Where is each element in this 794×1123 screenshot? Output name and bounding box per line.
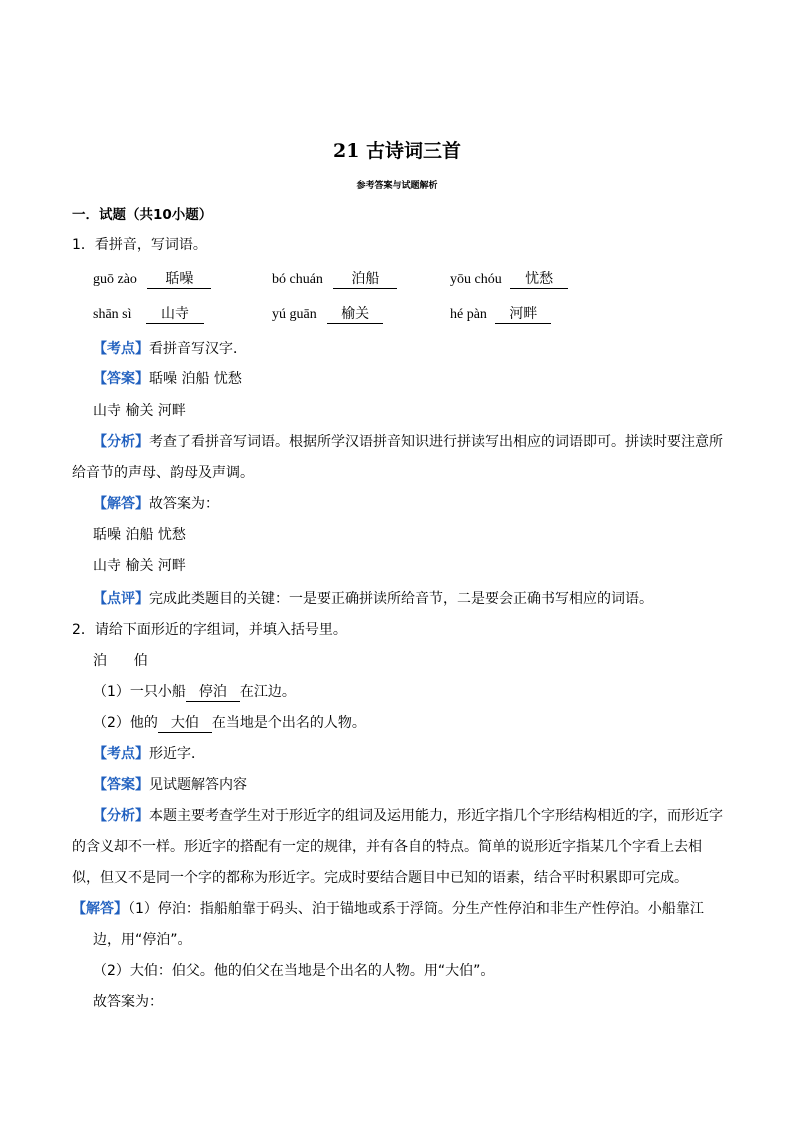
q1-jieda [93,495,219,513]
q2-fenxi-line2: 的含义却不一样。形近字的搭配有一定的规律，并有各自的特点。简单的说形近字指某几个字看上去相 [72,839,702,855]
kaodian-text: 看拼音写汉字． [149,341,247,357]
q2-daan [93,776,247,794]
pinyin-item [450,306,551,324]
daan-text: 见试题解答内容 [149,777,247,793]
q2-sentence-2 [93,714,366,733]
question-2-stem: 2．请给下面形近的字组词，并填入括号里。 [72,622,347,638]
answer-blank: 忧愁 [510,271,568,289]
q2-jieda-line4: 故答案为： [93,994,163,1010]
q2-sentence-1 [93,683,296,702]
kaodian-text: 形近字． [149,746,205,762]
sentence-post: 在江边。 [239,684,296,700]
sentence-post: 在当地是个出名的人物。 [211,715,366,731]
fenxi-text: 考查了看拼音写词语。根据所学汉语拼音知识进行拼读写出相应的词语即可。拼读时要注意所 [149,434,723,450]
pinyin-text: shān sì [93,307,132,322]
jieda-text: （1）停泊：指船舶靠于码头、泊于锚地或系于浮筒。分生产性停泊和非生产性停泊。小船靠江 [128,901,704,917]
q1-jieda-line2: 山寺 榆关 河畔 [93,558,186,574]
pinyin-text: yōu chóu [450,272,502,287]
jieda-text: 故答案为： [149,496,219,512]
answer-blank: 山寺 [146,306,204,324]
tag-jieda: 【解答】 [93,496,149,512]
page-title: 21 古诗词三首 [332,140,462,162]
q1-fenxi-line2: 给音节的声母、韵母及声调。 [72,465,254,481]
tag-kaodian: 【考点】 [93,341,149,357]
q1-kaodian [93,340,247,358]
q2-chars: 泊 伯 [93,653,148,669]
fenxi-text: 本题主要考查学生对于形近字的组词及运用能力，形近字指几个字形结构相近的字，而形近字 [149,808,723,824]
answer-blank: 泊船 [333,271,397,289]
tag-fenxi: 【分析】 [93,808,149,824]
answer-blank: 停泊 [186,684,240,702]
pinyin-item [93,271,211,289]
answer-blank: 榆关 [327,306,383,324]
answer-blank: 河畔 [495,306,551,324]
page-subtitle: 参考答案与试题解析 [356,181,438,191]
pinyin-text: bó chuán [272,272,323,287]
answer-blank: 聒噪 [147,271,211,289]
pinyin-item [272,306,383,324]
tag-jieda: 【解答】 [72,901,128,917]
sentence-pre: （1）一只小船 [93,684,186,700]
q1-dianping [93,590,653,608]
tag-kaodian: 【考点】 [93,746,149,762]
q2-fenxi [93,807,723,825]
pinyin-item [272,271,397,289]
q1-daan-line2: 山寺 榆关 河畔 [93,403,186,419]
tag-fenxi: 【分析】 [93,434,149,450]
q1-jieda-line1: 聒噪 泊船 忧愁 [93,527,186,543]
question-1-stem: 1．看拼音，写词语。 [72,237,207,253]
dianping-text: 完成此类题目的关键：一是要正确拼读所给音节，二是要会正确书写相应的词语。 [149,591,653,607]
q2-jieda-line2: 边，用“停泊”。 [93,932,192,948]
q1-fenxi [93,433,723,451]
sentence-pre: （2）他的 [93,715,158,731]
tag-daan: 【答案】 [93,777,149,793]
q1-daan [93,370,242,388]
section-heading: 一．试题（共10小题） [72,207,213,223]
tag-dianping: 【点评】 [93,591,149,607]
pinyin-text: hé pàn [450,307,487,322]
q2-kaodian [93,745,205,763]
pinyin-text: guō zào [93,272,137,287]
answer-blank: 大伯 [158,715,212,733]
pinyin-item [450,271,568,289]
q2-jieda-line3: （2）大伯：伯父。他的伯父在当地是个出名的人物。用“大伯”。 [93,963,495,979]
q2-jieda [72,900,704,918]
tag-daan: 【答案】 [93,371,149,387]
daan-text: 聒噪 泊船 忧愁 [149,371,242,387]
q2-fenxi-line3: 似，但又不是同一个字的都称为形近字。完成时要结合题目中已知的语素，结合平时积累即可完成。 [72,870,688,886]
pinyin-text: yú guān [272,307,317,322]
pinyin-item [93,306,204,324]
